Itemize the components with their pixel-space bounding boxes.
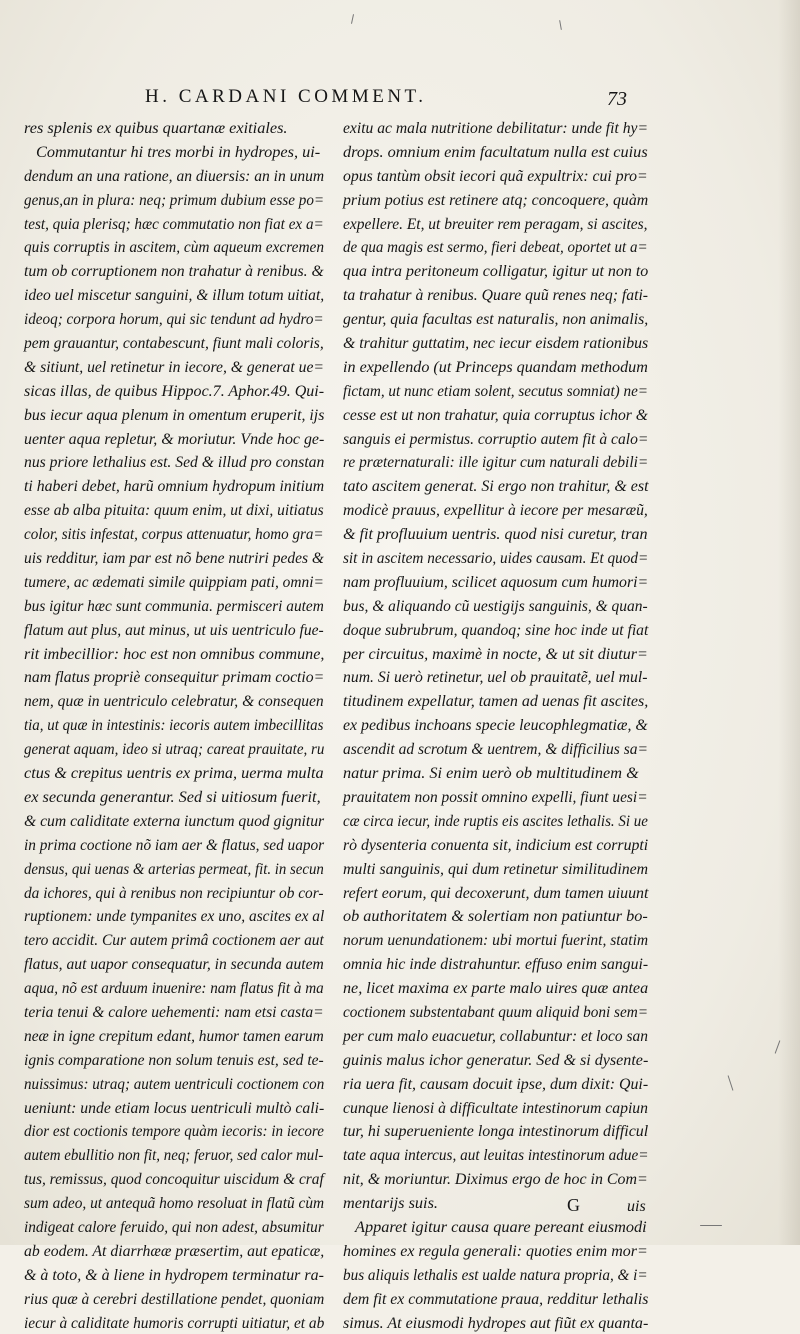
text-line: sit in ascitem necessario, uides causam. Et quod= bbox=[343, 548, 649, 568]
text-line: color, sitis infestat, corpus attenuatur, homo gra= bbox=[24, 524, 324, 544]
text-line: esse ab alba pituita: quum enim, ut dixi, uitiatus bbox=[24, 500, 324, 520]
signature-line bbox=[567, 1195, 646, 1216]
text-line: ti haberi debet, harũ omnium hydropum initium bbox=[24, 476, 325, 496]
text-line: iecur à caliditate humoris corrupti uitiatur, et ab bbox=[24, 1312, 325, 1332]
text-line: gentur, quia facultas est naturalis, non animalis, bbox=[343, 309, 649, 329]
text-line: tate aqua intercus, aut leuitas intestinorum adue= bbox=[343, 1145, 649, 1165]
text-line: re præternaturali: ille igitur cum naturali debili= bbox=[343, 452, 649, 472]
text-line: quis corruptis in ascitem, cùm aqueum excremen bbox=[24, 237, 325, 257]
text-line: tus, remissus, quod concoquitur uiscidum & craf bbox=[24, 1169, 324, 1189]
text-line: & fit profluuium uentris. quod nisi curetur, tran bbox=[343, 524, 648, 544]
text-line: in expellendo (ut Princeps quandam methodum bbox=[343, 356, 648, 376]
text-line: dior est coctionis tempore quàm iecoris: in iecore bbox=[24, 1121, 324, 1141]
text-line: ab eodem. At diarrhææ præsertim, aut epaticæ, bbox=[24, 1240, 325, 1260]
text-line: generat aquam, ideo si utraq; careat prauitate, ru bbox=[24, 739, 325, 759]
paper-speck bbox=[351, 14, 354, 24]
text-line: dendum an una ratione, an diuersis: an in unum bbox=[24, 165, 325, 185]
text-line: guinis malus ichor generatur. Sed & si dysente- bbox=[343, 1049, 649, 1069]
text-line: dem fit ex commutatione praua, redditur lethalis bbox=[343, 1288, 649, 1308]
text-line: bus, & aliquando cũ uestigijs sanguinis, & quan- bbox=[343, 595, 648, 615]
text-line: sicas illas, de quibus Hippoc.7. Aphor.49. Qui- bbox=[24, 380, 325, 400]
text-line: mentarijs suis. bbox=[343, 1193, 438, 1213]
text-line: ob authoritatem & solertiam non patiuntur bo- bbox=[343, 906, 648, 926]
text-line: tur, hi superueniente longa intestinorum difficul bbox=[343, 1121, 649, 1141]
text-line: nit, & moriuntur. Diximus ergo de hoc in Com= bbox=[343, 1169, 648, 1189]
text-line: & cum caliditate externa iunctum quod gignitur bbox=[24, 810, 325, 830]
text-line: ne, licet maxima ex parte malo uires quæ antea bbox=[343, 978, 649, 998]
text-line: Apparet igitur causa quare pereant eiusmodi bbox=[355, 1216, 647, 1236]
text-line: cesse est ut non trahatur, quia corruptus ichor & bbox=[343, 404, 648, 424]
text-line: & sitiunt, uel retinetur in iecore, & generat ue= bbox=[24, 356, 324, 376]
text-line: fictam, ut nunc etiam solent, secutus somniat) ne= bbox=[343, 380, 649, 400]
paper-speck bbox=[728, 1075, 734, 1091]
text-line: ex pedibus inchoans specie leucophlegmatiæ, & bbox=[343, 715, 648, 735]
text-line: pem grauantur, contabescunt, fiunt mali coloris, bbox=[24, 333, 324, 353]
text-line: ignis comparatione non solum tenuis est, sed te- bbox=[24, 1049, 324, 1069]
text-line: doque subrubrum, quandoq; sine hoc inde ut fiat bbox=[343, 619, 649, 639]
text-line: natur prima. Si enim uerò ob multitudinem & bbox=[343, 763, 639, 783]
text-line: tero accidit. Cur autem primâ coctionem aer aut bbox=[24, 930, 324, 950]
text-line: cunque lienosi à difficultate intestinorum capiun bbox=[343, 1097, 649, 1117]
text-line: flatum aut plus, aut minus, ut uis uentriculo fue- bbox=[24, 619, 324, 639]
text-line: simus. At eiusmodi hydropes aut fiũt ex quanta- bbox=[343, 1312, 649, 1332]
text-line: tato ascitem generat. Si ergo non trahitur, & est bbox=[343, 476, 649, 496]
text-line: tia, ut quæ in intestinis: iecoris autem imbecillitas bbox=[24, 715, 324, 735]
text-line: nam profluuium, scilicet aquosum cum humori= bbox=[343, 571, 649, 591]
text-line: in prima coctione nõ iam aer & flatus, sed uapor bbox=[24, 834, 325, 854]
left-column bbox=[24, 116, 324, 1334]
text-line: rò dysenteria conuenta sit, indicium est corrupti bbox=[343, 834, 649, 854]
text-line: nem, quæ in uentriculo celebratur, & consequen bbox=[24, 691, 324, 711]
text-line: prium potius est retinere atq; concoquere, quàm bbox=[343, 189, 649, 209]
text-line: rius quæ à cerebri destillatione pendet, quoniam bbox=[24, 1288, 325, 1308]
text-line: densus, qui uenas & arterias permeat, fit. in secun bbox=[24, 858, 324, 878]
text-line: sum adeo, ut antequã homo resoluat in flatũ cùm bbox=[24, 1193, 325, 1213]
paper-speck bbox=[559, 20, 562, 30]
text-line: Commutantur hi tres morbi in hydropes, ui- bbox=[36, 141, 321, 161]
text-line: num. Si uerò retinetur, uel ob prauitatẽ, uel mul- bbox=[343, 667, 648, 687]
text-line: aqua, nõ est arduum inuenire: nam flatus fit à ma bbox=[24, 978, 324, 998]
text-line: bus aliquis lethalis est ualde natura propria, & i= bbox=[343, 1264, 648, 1284]
text-line: homines ex regula generali: quoties enim mor= bbox=[343, 1240, 648, 1260]
signature-mark: G bbox=[567, 1195, 580, 1215]
text-line: ideoq; corpora horum, qui sic tendunt ad hydro= bbox=[24, 309, 324, 329]
text-line: indigeat calore feruido, qui non adest, absumitur bbox=[24, 1216, 324, 1236]
text-line: test, quia plerisq; hæc commutatio non fiat ex a= bbox=[24, 213, 324, 233]
catchword: uis bbox=[627, 1198, 646, 1215]
text-line: genus,an in plura: neq; primum dubium esse po= bbox=[24, 189, 325, 209]
text-line: ueniunt: unde etiam locus uentriculi multò cali- bbox=[24, 1097, 325, 1117]
text-line: per circuitus, maximè in nocte, & ut sit diutur= bbox=[343, 643, 648, 663]
text-line: ta trahatur à renibus. Quare quũ renes neq; fati- bbox=[343, 285, 649, 305]
text-line: nam flatus propriè consequitur primam coctio= bbox=[24, 667, 325, 687]
text-line: teria tenui & calore uehementi: nam etsi casta= bbox=[24, 1001, 324, 1021]
right-column bbox=[343, 116, 648, 1334]
text-line: opus tantùm obsit iecori quã expultrix: cui pro= bbox=[343, 165, 648, 185]
text-line: ctus & crepitus uentris ex prima, uerma multa bbox=[24, 763, 324, 783]
text-line: coctionem substentabant quum aliquid boni sem= bbox=[343, 1001, 649, 1021]
running-head: H. CARDANI COMMENT. bbox=[145, 86, 427, 107]
text-line: flatus, aut uapor consequatur, in secunda autem bbox=[24, 954, 324, 974]
page-edge-shadow bbox=[778, 0, 800, 1245]
text-line: bus iecur aqua plenum in omentum eruperit, ijs bbox=[24, 404, 325, 424]
text-line: cæ circa iecur, inde ruptis eis ascites lethalis. Si ue bbox=[343, 810, 648, 830]
text-line: ascendit ad scrotum & uentrem, & difficilius sa= bbox=[343, 739, 648, 759]
text-line: rit imbecillior: hoc est non omnibus commune, bbox=[24, 643, 325, 663]
paper-speck bbox=[700, 1225, 722, 1226]
text-line: uenter aqua repletur, & moriutur. Vnde hoc ge- bbox=[24, 428, 325, 448]
text-line: exitu ac mala nutritione debilitatur: unde fit hy= bbox=[343, 118, 648, 137]
text-line: expellere. Et, ut breuiter rem peragam, si ascites, bbox=[343, 213, 648, 233]
text-line: uis redditur, iam par est nõ bene nutriri pedes & bbox=[24, 548, 324, 568]
text-line: res splenis ex quibus quartanæ exitiales. bbox=[24, 118, 288, 137]
text-line: titudinem expellatur, tamen ad uenas fit ascites, bbox=[343, 691, 649, 711]
text-line: ruptionem: unde tympanites ex uno, ascites ex al bbox=[24, 906, 325, 926]
text-line: autem ebullitio non fit, neq; feruor, sed calor mul- bbox=[24, 1145, 324, 1165]
page-number: 73 bbox=[607, 88, 627, 110]
text-line: multi sanguinis, qui dum retinetur similitudinem bbox=[343, 858, 649, 878]
text-line: neæ in igne crepitum edant, humor tamen earum bbox=[24, 1025, 324, 1045]
text-line: da ichores, qui à renibus non recipiuntur ob cor- bbox=[24, 882, 324, 902]
text-line: de qua magis est sermo, fieri debeat, oportet ut a= bbox=[343, 237, 648, 257]
text-line: sanguis ei permistus. corruptio autem fit à calo= bbox=[343, 428, 649, 448]
text-line: nuissimus: utraq; autem uentriculi coctionem con bbox=[24, 1073, 325, 1093]
text-line: tumere, ac ædemati simile quippiam pati, omni= bbox=[24, 571, 324, 591]
text-line: modicè prauus, expellitur à iecore per mesaræũ, bbox=[343, 500, 648, 520]
text-line: ideo uel miscetur sanguini, & illum totum uitiat, bbox=[24, 285, 325, 305]
text-line: refert eorum, qui decoxerunt, dum tamen uiuunt bbox=[343, 882, 649, 902]
text-line: nus priore lethalius est. Sed & illud pro constan bbox=[24, 452, 325, 472]
text-line: bus igitur hæc sunt communia. permisceri autem bbox=[24, 595, 324, 615]
text-line: tum ob corruptionem non trahatur à renibus. & bbox=[24, 261, 324, 281]
text-line: & à toto, & à liene in hydropem terminatur ra- bbox=[24, 1264, 324, 1284]
text-line: omnia hic inde distrahuntur. effuso enim sangui- bbox=[343, 954, 649, 974]
text-line: per cum malo euacuetur, collabuntur: et loco san bbox=[343, 1025, 648, 1045]
text-line: & trahitur guttatim, nec iecur eisdem rationibus bbox=[343, 333, 649, 353]
text-line: drops. omnium enim facultatum nulla est cuius bbox=[343, 141, 648, 161]
text-line: prauitatem non possit omnino expelli, fiunt uesi= bbox=[343, 786, 648, 806]
text-line: qua intra peritoneum colligatur, igitur ut non to bbox=[343, 261, 649, 281]
text-line: ria uera fit, causam docuit ipse, dum dixit: Qui- bbox=[343, 1073, 649, 1093]
text-line: ex secunda generantur. Sed si uitiosum fuerit, bbox=[24, 786, 321, 806]
text-line: norum uenundationem: ubi mortui fuerint, statim bbox=[343, 930, 649, 950]
